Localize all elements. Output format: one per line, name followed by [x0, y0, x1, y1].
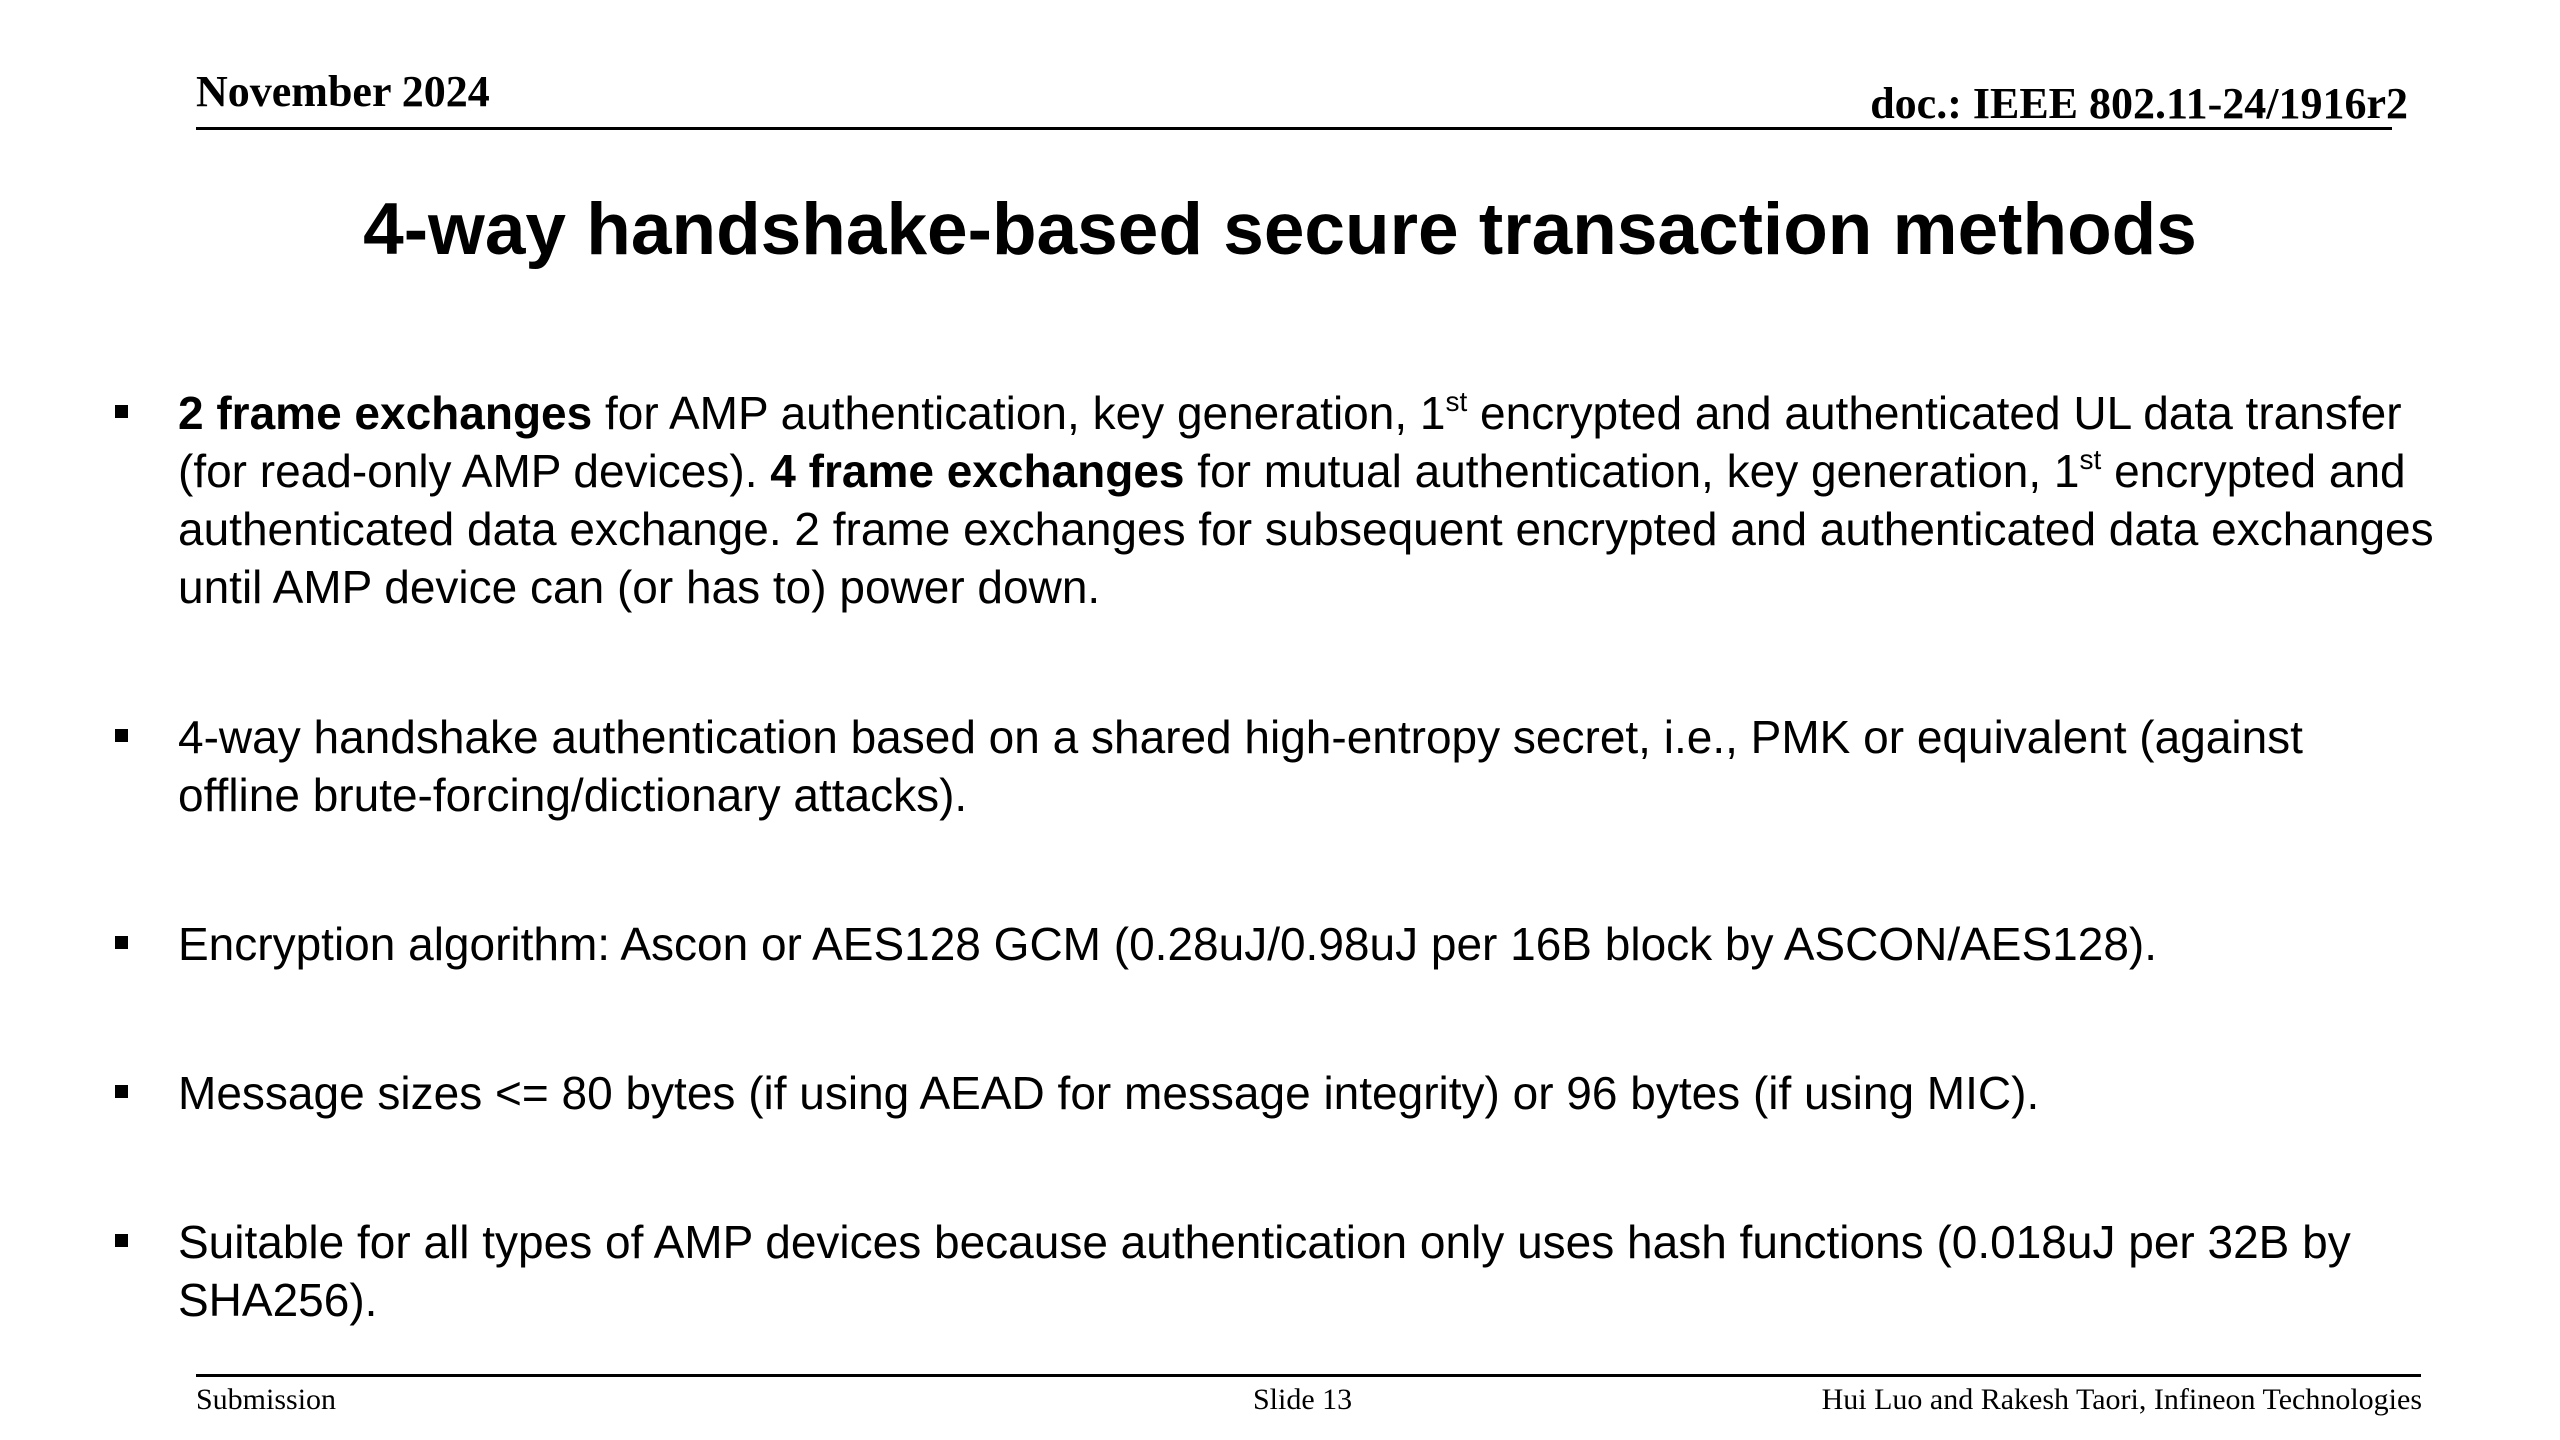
footer-divider	[196, 1374, 2421, 1377]
text-segment: encrypted and authenticated UL data transfer (for read-only AMP devices).	[178, 387, 2402, 497]
bullet-square-icon	[115, 936, 128, 949]
bullet-square-icon	[115, 729, 128, 742]
bullet-item	[115, 708, 2435, 824]
text-segment: encrypted and authenticated data exchange. 2 frame exchanges for subsequent encrypted and authenticated data exchanges until AMP device can (or has to) power down.	[178, 445, 2434, 613]
bullet-item	[115, 384, 2435, 616]
bold-text: 4 frame exchanges	[770, 445, 1185, 497]
bullet-item	[115, 1213, 2435, 1329]
bullet-text	[178, 384, 2435, 616]
bullet-text: Encryption algorithm: Ascon or AES128 GCM (0.28uJ/0.98uJ per 16B block by ASCON/AES128).	[178, 918, 2158, 970]
superscript: st	[2079, 444, 2102, 475]
header-divider	[196, 127, 2392, 130]
footer-submission: Submission	[196, 1383, 337, 1416]
bullet-square-icon	[115, 1085, 128, 1098]
bullet-square-icon	[115, 405, 128, 418]
text-segment: for mutual authentication, key generation, 1	[1184, 445, 2080, 497]
header-doc-id: doc.: IEEE 802.11-24/1916r2	[1870, 79, 2408, 128]
bold-text: 2 frame exchanges	[178, 387, 593, 439]
bullet-text: 4-way handshake authentication based on a shared high-entropy secret, i.e., PMK or equivalent (against offline brute-forcing/dictionary attacks).	[178, 711, 2303, 821]
header-date: November 2024	[196, 67, 490, 116]
bullet-text: Suitable for all types of AMP devices because authentication only uses hash functions (0.018uJ per 32B by SHA256).	[178, 1216, 2351, 1326]
text-segment: for AMP authentication, key generation, 1	[592, 387, 1446, 439]
footer-slide-number: Slide 13	[1253, 1383, 1353, 1416]
bullet-item	[115, 1064, 2435, 1122]
slide-title: 4-way handshake-based secure transaction methods	[363, 189, 2197, 270]
superscript: st	[1445, 386, 1468, 417]
bullet-item	[115, 915, 2435, 973]
bullet-text: Message sizes <= 80 bytes (if using AEAD for message integrity) or 96 bytes (if using MIC).	[178, 1067, 2040, 1119]
bullet-square-icon	[115, 1234, 128, 1247]
footer-authors: Hui Luo and Rakesh Taori, Infineon Technologies	[1821, 1383, 2422, 1416]
